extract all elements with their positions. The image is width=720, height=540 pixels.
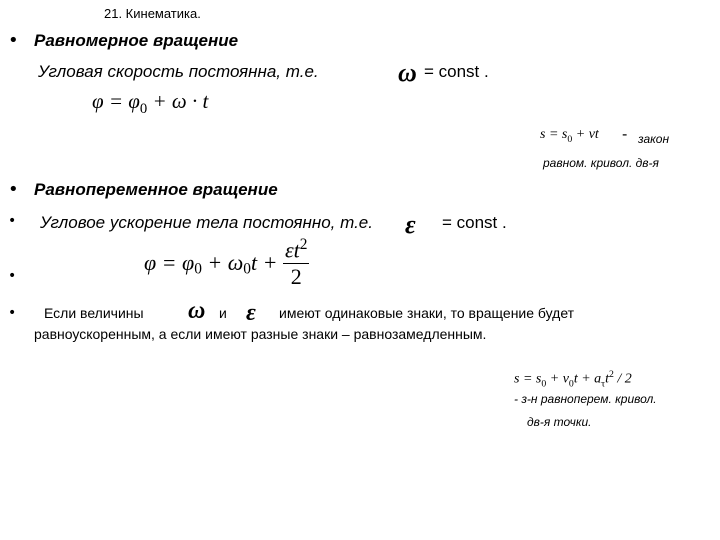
angular-accel-text: Угловое ускорение тела постоянно, т.е. — [40, 213, 373, 232]
heading-uniform-rotation: Равномерное вращение — [34, 31, 239, 50]
note-part2: имеют одинаковые знаки, то вращение будет — [279, 305, 575, 321]
bullet: • — [8, 213, 17, 229]
law-label-cont: равном. кривол. дв-я — [543, 156, 659, 170]
bullet: • — [8, 30, 19, 51]
slide-title: 21. Кинематика. — [104, 6, 201, 21]
accel-law-label: - з-н равноперем. кривол. — [514, 392, 657, 406]
fraction: $\frac{\varepsilon t^2}{2}$ — [284, 236, 308, 290]
formula-uniform-path: $s = s_0$ + vt — [540, 127, 599, 145]
const-equation: = const . — [424, 62, 489, 81]
epsilon-symbol-2: ε — [246, 300, 256, 326]
omega-symbol-2: ω — [188, 298, 206, 324]
accel-law-label-cont: дв-я точки. — [527, 415, 592, 429]
formula-uniform-angle: $\varphi = \varphi_0 + \omega \cdot t$ — [92, 89, 209, 118]
formula-accel-angle: $\varphi = \varphi_0 + \omega_0t$ + $\frac{\varepsilon t^2}{2}$ — [144, 236, 308, 290]
heading-accel-rotation: Равнопеременное вращение — [34, 180, 278, 199]
omega-symbol: ω — [398, 58, 417, 87]
law-label: закон — [638, 132, 670, 146]
formula-accel-path: $s = s_0 + v_0t + a_\tau t^2 / 2$ — [514, 369, 632, 390]
bullet: • — [8, 268, 17, 284]
note-line2: равноускоренным, а если имеют разные знаки – равнозамедленным. — [34, 326, 487, 342]
const-equation-2: = const . — [442, 213, 507, 232]
note-part1: Если величины — [44, 305, 144, 321]
angular-velocity-text: Угловая скорость постоянна, т.е. — [38, 62, 319, 81]
bullet: • — [8, 179, 19, 200]
note-and: и — [219, 305, 227, 321]
epsilon-symbol: ε — [405, 210, 416, 239]
dash: - — [622, 126, 628, 143]
bullet: • — [8, 305, 17, 321]
